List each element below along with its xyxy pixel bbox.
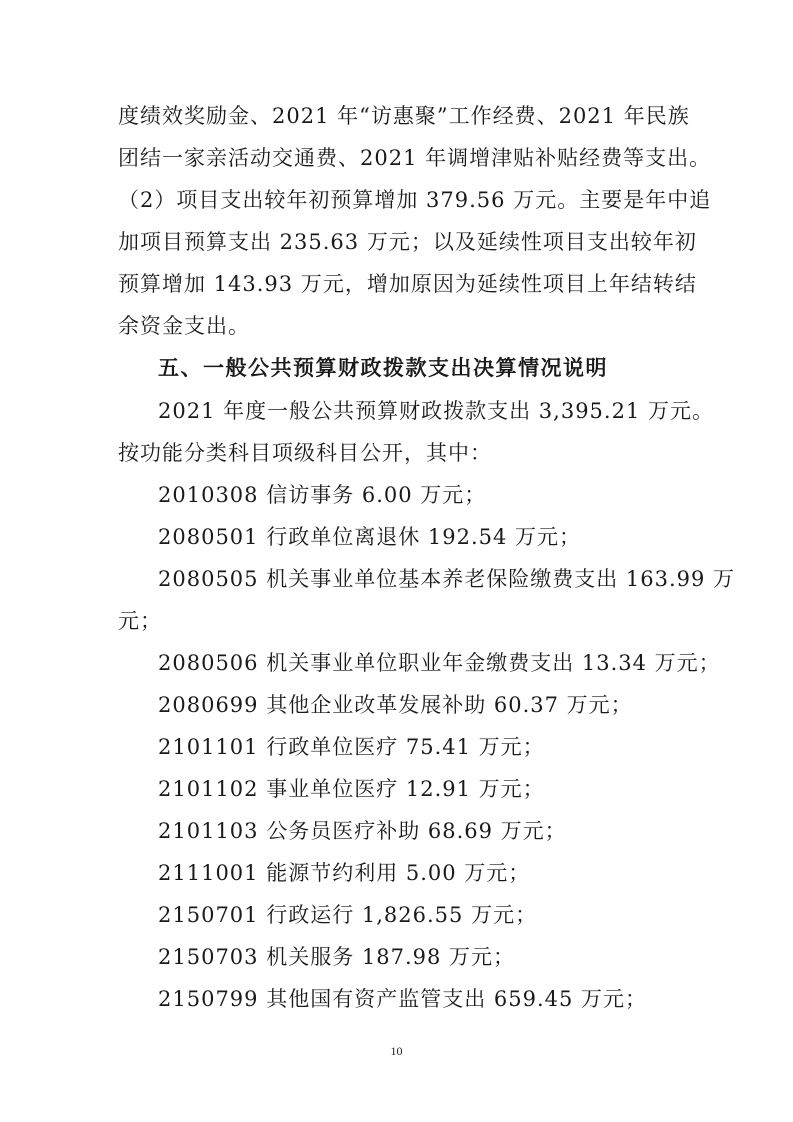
- paragraph-line: （2）项目支出较年初预算增加 379.56 万元。主要是年中追: [118, 188, 712, 212]
- paragraph-line: 预算增加 143.93 万元，增加原因为延续性项目上年结转结: [118, 272, 697, 296]
- list-item: 2101102 事业单位医疗 12.91 万元；: [158, 777, 545, 801]
- list-item: 2010308 信访事务 6.00 万元；: [158, 483, 487, 507]
- page-number: 10: [390, 1044, 403, 1058]
- list-item: 2080501 行政单位离退休 192.54 万元；: [158, 525, 582, 549]
- list-item: 2150703 机关服务 187.98 万元；: [158, 945, 516, 969]
- list-item: 2080505 机关事业单位基本养老保险缴费支出 163.99 万: [158, 567, 736, 591]
- list-item: 2101103 公务员医疗补助 68.69 万元；: [158, 819, 567, 843]
- list-item-continuation: 元；: [118, 609, 162, 633]
- paragraph-line: 度绩效奖励金、2021 年“访惠聚”工作经费、2021 年民族: [118, 104, 690, 128]
- paragraph-line: 团结一家亲活动交通费、2021 年调增津贴补贴经费等支出。: [118, 146, 712, 170]
- paragraph-line: 加项目预算支出 235.63 万元；以及延续性项目支出较年初: [118, 230, 697, 254]
- section-heading: 五、一般公共预算财政拨款支出决算情况说明: [158, 356, 608, 380]
- list-item: 2150701 行政运行 1,826.55 万元；: [158, 903, 538, 927]
- list-item: 2150799 其他国有资产监管支出 659.45 万元；: [158, 987, 648, 1011]
- list-item: 2080699 其他企业改革发展补助 60.37 万元；: [158, 693, 633, 717]
- intro-line: 按功能分类科目项级科目公开，其中：: [118, 441, 492, 465]
- intro-line: 2021 年度一般公共预算财政拨款支出 3,395.21 万元。: [158, 399, 714, 423]
- list-item: 2111001 能源节约利用 5.00 万元；: [158, 861, 531, 885]
- list-item: 2080506 机关事业单位职业年金缴费支出 13.34 万元；: [158, 651, 721, 675]
- paragraph-line: 余资金支出。: [118, 314, 250, 338]
- list-item: 2101101 行政单位医疗 75.41 万元；: [158, 735, 545, 759]
